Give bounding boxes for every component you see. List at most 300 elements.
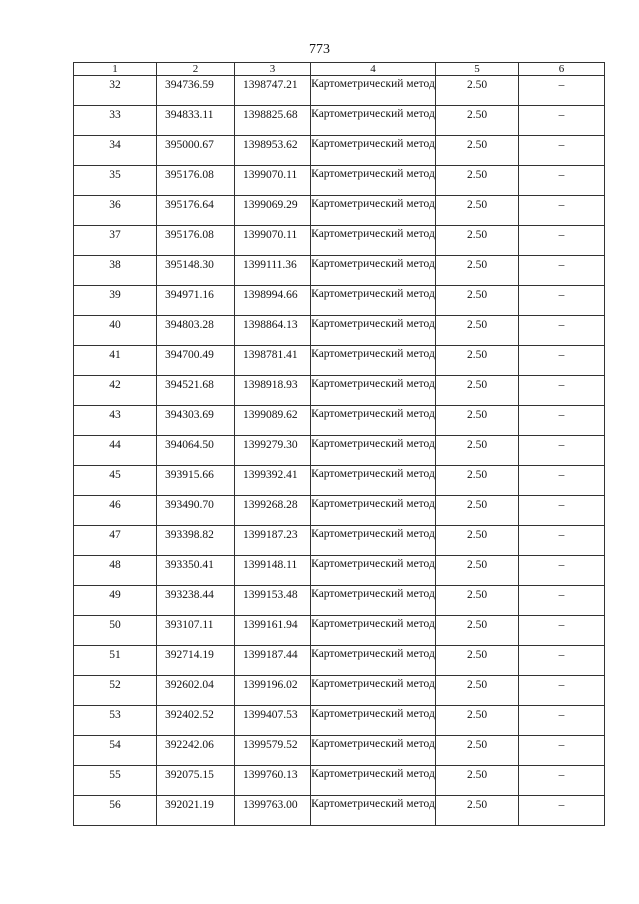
cell-note — [519, 736, 605, 766]
cell-x-coordinate — [157, 556, 235, 586]
accuracy-value: 2.50 — [466, 439, 488, 451]
table-row — [74, 436, 605, 466]
note-value: – — [558, 169, 565, 181]
point-number-value: 39 — [109, 289, 121, 301]
x-coordinate-value: 394064.50 — [165, 439, 214, 451]
cell-accuracy — [436, 286, 519, 316]
cell-y-coordinate — [235, 316, 311, 346]
method-value: Картометрический метод — [311, 798, 435, 810]
cell-point-number — [74, 406, 157, 436]
cell-method — [311, 526, 436, 556]
method-value: Картометрический метод — [311, 408, 435, 420]
cell-x-coordinate — [157, 466, 235, 496]
y-coordinate-value: 1398994.66 — [243, 289, 298, 301]
cell-point-number — [74, 736, 157, 766]
cell-method — [311, 496, 436, 526]
cell-accuracy — [436, 676, 519, 706]
accuracy-value: 2.50 — [466, 589, 488, 601]
table-row — [74, 256, 605, 286]
x-coordinate-value: 394971.16 — [165, 289, 214, 301]
cell-x-coordinate — [157, 706, 235, 736]
x-coordinate-value: 392602.04 — [165, 679, 214, 691]
accuracy-value: 2.50 — [466, 349, 488, 361]
x-coordinate-value: 395000.67 — [165, 139, 214, 151]
note-value: – — [558, 199, 565, 211]
x-coordinate-value: 395176.08 — [165, 229, 214, 241]
cell-accuracy — [436, 166, 519, 196]
note-value: – — [558, 619, 565, 631]
table-row — [74, 316, 605, 346]
note-value: – — [558, 289, 565, 301]
method-value: Картометрический метод — [311, 378, 435, 390]
y-coordinate-value: 1398864.13 — [243, 319, 298, 331]
cell-y-coordinate — [235, 76, 311, 106]
accuracy-value: 2.50 — [466, 529, 488, 541]
accuracy-value: 2.50 — [466, 199, 488, 211]
x-coordinate-value: 392242.06 — [165, 739, 214, 751]
cell-accuracy — [436, 376, 519, 406]
method-value: Картометрический метод — [311, 78, 435, 90]
cell-note — [519, 226, 605, 256]
note-value: – — [558, 469, 565, 481]
table-row — [74, 616, 605, 646]
cell-x-coordinate — [157, 136, 235, 166]
cell-y-coordinate — [235, 196, 311, 226]
method-value: Картометрический метод — [311, 258, 435, 270]
cell-point-number — [74, 226, 157, 256]
cell-accuracy — [436, 436, 519, 466]
cell-accuracy — [436, 106, 519, 136]
accuracy-value: 2.50 — [466, 469, 488, 481]
cell-accuracy — [436, 256, 519, 286]
accuracy-value: 2.50 — [466, 679, 488, 691]
table-row — [74, 796, 605, 826]
cell-x-coordinate — [157, 616, 235, 646]
method-value: Картометрический метод — [311, 348, 435, 360]
point-number-value: 55 — [109, 769, 121, 781]
cell-note — [519, 496, 605, 526]
y-coordinate-value: 1398825.68 — [243, 109, 298, 121]
point-number-value: 52 — [109, 679, 121, 691]
accuracy-value: 2.50 — [466, 139, 488, 151]
cell-point-number — [74, 586, 157, 616]
cell-accuracy — [436, 556, 519, 586]
accuracy-value: 2.50 — [466, 739, 488, 751]
y-coordinate-value: 1399579.52 — [243, 739, 298, 751]
cell-method — [311, 766, 436, 796]
cell-note — [519, 796, 605, 826]
cell-note — [519, 346, 605, 376]
cell-accuracy — [436, 406, 519, 436]
cell-method — [311, 406, 436, 436]
cell-accuracy — [436, 586, 519, 616]
cell-note — [519, 406, 605, 436]
accuracy-value: 2.50 — [466, 499, 488, 511]
x-coordinate-value: 395148.30 — [165, 259, 214, 271]
cell-x-coordinate — [157, 406, 235, 436]
method-value: Картометрический метод — [311, 108, 435, 120]
table-row — [74, 376, 605, 406]
cell-y-coordinate — [235, 136, 311, 166]
note-value: – — [558, 109, 565, 121]
cell-note — [519, 166, 605, 196]
cell-method — [311, 736, 436, 766]
point-number-value: 50 — [109, 619, 121, 631]
cell-point-number — [74, 316, 157, 346]
method-value: Картометрический метод — [311, 168, 435, 180]
cell-note — [519, 286, 605, 316]
cell-method — [311, 136, 436, 166]
column-header-2: 2 — [157, 63, 235, 76]
point-number-value: 41 — [109, 349, 121, 361]
cell-method — [311, 166, 436, 196]
y-coordinate-value: 1399070.11 — [243, 229, 298, 241]
cell-note — [519, 766, 605, 796]
y-coordinate-value: 1398953.62 — [243, 139, 298, 151]
cell-point-number — [74, 766, 157, 796]
accuracy-value: 2.50 — [466, 109, 488, 121]
x-coordinate-value: 394833.11 — [165, 109, 214, 121]
method-value: Картометрический метод — [311, 678, 435, 690]
note-value: – — [558, 709, 565, 721]
cell-y-coordinate — [235, 526, 311, 556]
cell-point-number — [74, 706, 157, 736]
x-coordinate-value: 395176.64 — [165, 199, 214, 211]
method-value: Картометрический метод — [311, 438, 435, 450]
cell-x-coordinate — [157, 346, 235, 376]
x-coordinate-value: 393107.11 — [165, 619, 214, 631]
method-value: Картометрический метод — [311, 708, 435, 720]
cell-accuracy — [436, 496, 519, 526]
note-value: – — [558, 649, 565, 661]
cell-y-coordinate — [235, 556, 311, 586]
method-value: Картометрический метод — [311, 528, 435, 540]
cell-note — [519, 706, 605, 736]
cell-method — [311, 316, 436, 346]
column-header-6: 6 — [519, 63, 605, 76]
cell-y-coordinate — [235, 406, 311, 436]
x-coordinate-value: 393398.82 — [165, 529, 214, 541]
x-coordinate-value: 393350.41 — [165, 559, 214, 571]
note-value: – — [558, 79, 565, 91]
note-value: – — [558, 499, 565, 511]
y-coordinate-value: 1399089.62 — [243, 409, 298, 421]
cell-accuracy — [436, 466, 519, 496]
note-value: – — [558, 139, 565, 151]
cell-point-number — [74, 526, 157, 556]
cell-point-number — [74, 796, 157, 826]
cell-method — [311, 466, 436, 496]
cell-y-coordinate — [235, 256, 311, 286]
cell-method — [311, 226, 436, 256]
page-number: 773 — [309, 42, 330, 57]
method-value: Картометрический метод — [311, 288, 435, 300]
cell-x-coordinate — [157, 676, 235, 706]
point-number-value: 46 — [109, 499, 121, 511]
point-number-value: 51 — [109, 649, 121, 661]
cell-point-number — [74, 556, 157, 586]
x-coordinate-value: 392402.52 — [165, 709, 214, 721]
note-value: – — [558, 229, 565, 241]
cell-y-coordinate — [235, 376, 311, 406]
point-number-value: 32 — [109, 79, 121, 91]
y-coordinate-value: 1399268.28 — [243, 499, 298, 511]
point-number-value: 42 — [109, 379, 121, 391]
point-number-value: 56 — [109, 799, 121, 811]
cell-x-coordinate — [157, 286, 235, 316]
cell-accuracy — [436, 226, 519, 256]
cell-point-number — [74, 136, 157, 166]
cell-note — [519, 526, 605, 556]
column-header-4: 4 — [311, 63, 436, 76]
note-value: – — [558, 259, 565, 271]
method-value: Картометрический метод — [311, 738, 435, 750]
cell-point-number — [74, 436, 157, 466]
cell-method — [311, 106, 436, 136]
table-row — [74, 76, 605, 106]
method-value: Картометрический метод — [311, 318, 435, 330]
table-row — [74, 556, 605, 586]
coordinates-table — [73, 62, 605, 826]
cell-note — [519, 616, 605, 646]
cell-x-coordinate — [157, 376, 235, 406]
accuracy-value: 2.50 — [466, 289, 488, 301]
cell-point-number — [74, 76, 157, 106]
x-coordinate-value: 392075.15 — [165, 769, 214, 781]
note-value: – — [558, 379, 565, 391]
cell-x-coordinate — [157, 796, 235, 826]
point-number-value: 40 — [109, 319, 121, 331]
cell-x-coordinate — [157, 496, 235, 526]
y-coordinate-value: 1399153.48 — [243, 589, 298, 601]
point-number-value: 35 — [109, 169, 121, 181]
cell-y-coordinate — [235, 736, 311, 766]
accuracy-value: 2.50 — [466, 409, 488, 421]
accuracy-value: 2.50 — [466, 169, 488, 181]
cell-point-number — [74, 646, 157, 676]
table-row — [74, 646, 605, 676]
note-value: – — [558, 559, 565, 571]
cell-method — [311, 256, 436, 286]
cell-accuracy — [436, 706, 519, 736]
cell-x-coordinate — [157, 766, 235, 796]
cell-x-coordinate — [157, 106, 235, 136]
cell-y-coordinate — [235, 586, 311, 616]
cell-method — [311, 676, 436, 706]
cell-point-number — [74, 196, 157, 226]
cell-y-coordinate — [235, 706, 311, 736]
cell-x-coordinate — [157, 316, 235, 346]
accuracy-value: 2.50 — [466, 79, 488, 91]
cell-method — [311, 616, 436, 646]
table-row — [74, 346, 605, 376]
cell-y-coordinate — [235, 496, 311, 526]
cell-accuracy — [436, 76, 519, 106]
cell-y-coordinate — [235, 166, 311, 196]
cell-y-coordinate — [235, 286, 311, 316]
note-value: – — [558, 529, 565, 541]
x-coordinate-value: 395176.08 — [165, 169, 214, 181]
note-value: – — [558, 679, 565, 691]
column-header-1: 1 — [74, 63, 157, 76]
point-number-value: 47 — [109, 529, 121, 541]
table-row — [74, 526, 605, 556]
y-coordinate-value: 1399069.29 — [243, 199, 298, 211]
cell-note — [519, 466, 605, 496]
cell-method — [311, 706, 436, 736]
accuracy-value: 2.50 — [466, 709, 488, 721]
cell-note — [519, 436, 605, 466]
cell-y-coordinate — [235, 346, 311, 376]
y-coordinate-value: 1399763.00 — [243, 799, 298, 811]
table-row — [74, 466, 605, 496]
cell-x-coordinate — [157, 436, 235, 466]
cell-point-number — [74, 166, 157, 196]
cell-x-coordinate — [157, 166, 235, 196]
cell-method — [311, 586, 436, 616]
method-value: Картометрический метод — [311, 558, 435, 570]
cell-point-number — [74, 256, 157, 286]
point-number-value: 45 — [109, 469, 121, 481]
point-number-value: 34 — [109, 139, 121, 151]
table-row — [74, 766, 605, 796]
table-header — [74, 63, 605, 76]
cell-method — [311, 376, 436, 406]
table-row — [74, 676, 605, 706]
point-number-value: 36 — [109, 199, 121, 211]
table-row — [74, 586, 605, 616]
cell-y-coordinate — [235, 106, 311, 136]
cell-point-number — [74, 106, 157, 136]
cell-method — [311, 436, 436, 466]
cell-method — [311, 556, 436, 586]
y-coordinate-value: 1399148.11 — [243, 559, 298, 571]
table-row — [74, 286, 605, 316]
x-coordinate-value: 393238.44 — [165, 589, 214, 601]
cell-note — [519, 556, 605, 586]
column-header-5: 5 — [436, 63, 519, 76]
y-coordinate-value: 1398747.21 — [243, 79, 298, 91]
cell-accuracy — [436, 526, 519, 556]
cell-method — [311, 796, 436, 826]
cell-y-coordinate — [235, 226, 311, 256]
method-value: Картометрический метод — [311, 468, 435, 480]
point-number-value: 44 — [109, 439, 121, 451]
table-body — [74, 76, 605, 826]
x-coordinate-value: 392714.19 — [165, 649, 214, 661]
header-row — [74, 63, 605, 76]
note-value: – — [558, 799, 565, 811]
y-coordinate-value: 1399279.30 — [243, 439, 298, 451]
table-row — [74, 166, 605, 196]
cell-accuracy — [436, 736, 519, 766]
y-coordinate-value: 1398918.93 — [243, 379, 298, 391]
cell-x-coordinate — [157, 646, 235, 676]
point-number-value: 38 — [109, 259, 121, 271]
cell-x-coordinate — [157, 76, 235, 106]
table-row — [74, 196, 605, 226]
method-value: Картометрический метод — [311, 588, 435, 600]
y-coordinate-value: 1399187.44 — [243, 649, 298, 661]
x-coordinate-value: 393490.70 — [165, 499, 214, 511]
y-coordinate-value: 1399070.11 — [243, 169, 298, 181]
cell-note — [519, 76, 605, 106]
y-coordinate-value: 1399196.02 — [243, 679, 298, 691]
accuracy-value: 2.50 — [466, 619, 488, 631]
table-row — [74, 136, 605, 166]
cell-x-coordinate — [157, 196, 235, 226]
y-coordinate-value: 1399161.94 — [243, 619, 298, 631]
point-number-value: 54 — [109, 739, 121, 751]
note-value: – — [558, 439, 565, 451]
cell-accuracy — [436, 136, 519, 166]
cell-y-coordinate — [235, 616, 311, 646]
table-row — [74, 406, 605, 436]
cell-x-coordinate — [157, 226, 235, 256]
accuracy-value: 2.50 — [466, 379, 488, 391]
cell-accuracy — [436, 316, 519, 346]
cell-note — [519, 586, 605, 616]
table-row — [74, 226, 605, 256]
note-value: – — [558, 769, 565, 781]
method-value: Картометрический метод — [311, 228, 435, 240]
cell-method — [311, 646, 436, 676]
cell-point-number — [74, 466, 157, 496]
x-coordinate-value: 394303.69 — [165, 409, 214, 421]
cell-x-coordinate — [157, 736, 235, 766]
x-coordinate-value: 392021.19 — [165, 799, 214, 811]
point-number-value: 43 — [109, 409, 121, 421]
accuracy-value: 2.50 — [466, 559, 488, 571]
cell-method — [311, 196, 436, 226]
x-coordinate-value: 394521.68 — [165, 379, 214, 391]
x-coordinate-value: 393915.66 — [165, 469, 214, 481]
cell-point-number — [74, 376, 157, 406]
cell-point-number — [74, 616, 157, 646]
cell-note — [519, 136, 605, 166]
cell-accuracy — [436, 766, 519, 796]
cell-accuracy — [436, 796, 519, 826]
cell-y-coordinate — [235, 466, 311, 496]
cell-note — [519, 196, 605, 226]
cell-method — [311, 346, 436, 376]
note-value: – — [558, 739, 565, 751]
point-number-value: 49 — [109, 589, 121, 601]
cell-y-coordinate — [235, 646, 311, 676]
accuracy-value: 2.50 — [466, 649, 488, 661]
accuracy-value: 2.50 — [466, 319, 488, 331]
cell-y-coordinate — [235, 796, 311, 826]
method-value: Картометрический метод — [311, 138, 435, 150]
cell-point-number — [74, 346, 157, 376]
accuracy-value: 2.50 — [466, 769, 488, 781]
y-coordinate-value: 1399111.36 — [243, 259, 297, 271]
cell-point-number — [74, 286, 157, 316]
note-value: – — [558, 319, 565, 331]
y-coordinate-value: 1399760.13 — [243, 769, 298, 781]
x-coordinate-value: 394736.59 — [165, 79, 214, 91]
cell-note — [519, 376, 605, 406]
note-value: – — [558, 349, 565, 361]
table-row — [74, 706, 605, 736]
cell-y-coordinate — [235, 766, 311, 796]
table-row — [74, 496, 605, 526]
cell-y-coordinate — [235, 676, 311, 706]
method-value: Картометрический метод — [311, 768, 435, 780]
cell-x-coordinate — [157, 256, 235, 286]
point-number-value: 48 — [109, 559, 121, 571]
method-value: Картометрический метод — [311, 648, 435, 660]
